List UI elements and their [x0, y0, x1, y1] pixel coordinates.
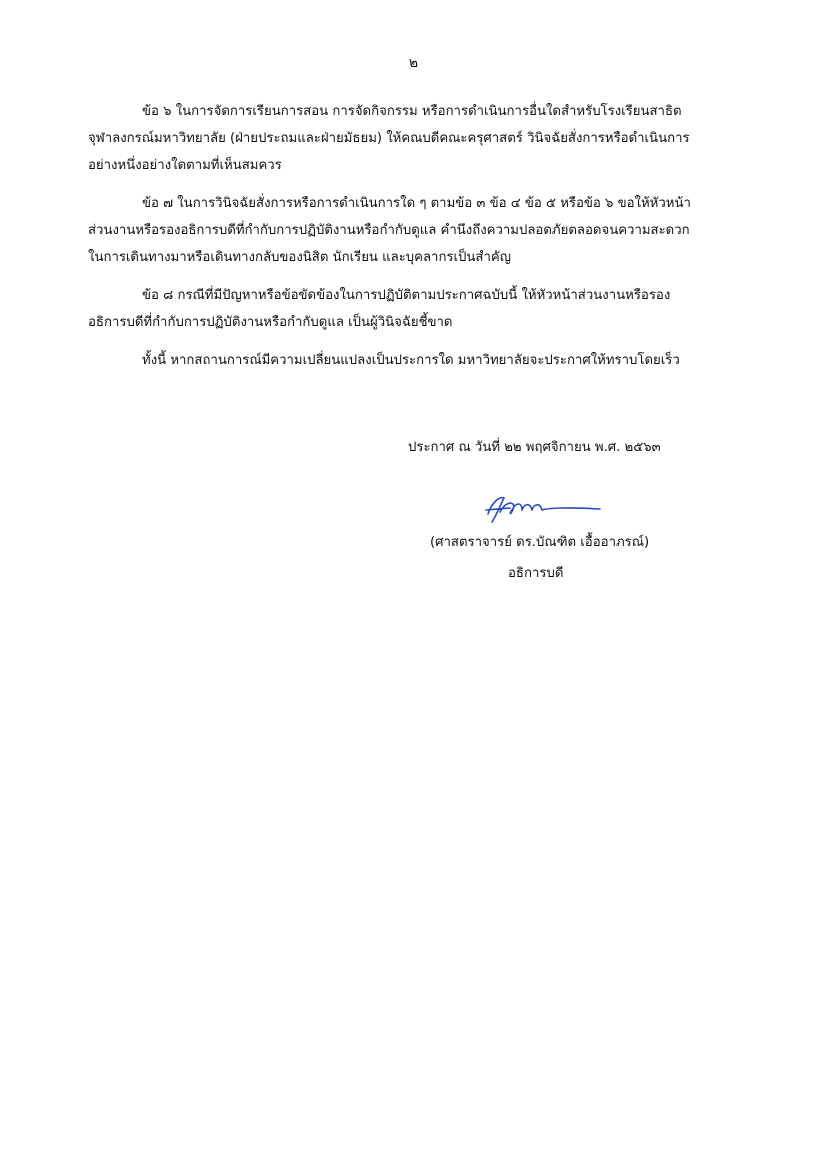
page-number: ๒ — [408, 55, 419, 71]
clause-8 — [88, 282, 730, 336]
clause-line: อย่างหนึ่งอย่างใดตามที่เห็นสมควร — [88, 158, 282, 173]
clause-line: จุฬาลงกรณ์มหาวิทยาลัย (ฝ่ายประถมและฝ่ายมัธยม) ให้คณบดีคณะครุศาสตร์ วินิจฉัยสั่งการหรือดำเนินการ — [88, 131, 690, 146]
clause-line: ทั้งนี้ หากสถานการณ์มีความเปลี่ยนแปลงเป็นประการใด มหาวิทยาลัยจะประกาศให้ทราบโดยเร็ว — [142, 353, 680, 368]
announcement-body — [88, 98, 730, 385]
signer-name: (ศาสตราจารย์ ดร.บัณฑิต เอื้ออาภรณ์) — [430, 535, 650, 550]
clause-line: อธิการบดีที่กำกับการปฏิบัติงานหรือกำกับดูแล เป็นผู้วินิจฉัยชี้ขาด — [88, 315, 453, 330]
clause-line: ข้อ ๗ ในการวินิจฉัยสั่งการหรือการดำเนินการใด ๆ ตามข้อ ๓ ข้อ ๔ ข้อ ๕ หรือข้อ ๖ ขอให้หัวหน้า — [142, 196, 691, 211]
closing-clause — [88, 347, 730, 374]
clause-line: ข้อ ๖ ในการจัดการเรียนการสอน การจัดกิจกรรม หรือการดำเนินการอื่นใดสำหรับโรงเรียนสาธิต — [142, 104, 682, 119]
clause-line: ส่วนงานหรือรองอธิการบดีที่กำกับการปฏิบัติงานหรือกำกับดูแล คำนึงถึงความปลอดภัยตลอดจนความสะดวก — [88, 223, 690, 238]
clause-7 — [88, 190, 730, 271]
handwritten-signature — [478, 492, 608, 528]
announcement-date: ประกาศ ณ วันที่ ๒๒ พฤศจิกายน พ.ศ. ๒๕๖๓ — [408, 440, 661, 455]
signature-stroke — [486, 498, 600, 522]
clause-6 — [88, 98, 730, 179]
clause-line: ข้อ ๘ กรณีที่มีปัญหาหรือข้อขัดข้องในการปฏิบัติตามประกาศฉบับนี้ ให้หัวหน้าส่วนงานหรือรอง — [142, 288, 671, 303]
signer-position: อธิการบดี — [508, 566, 564, 581]
clause-line: ในการเดินทางมาหรือเดินทางกลับของนิสิต นักเรียน และบุคลากรเป็นสำคัญ — [88, 250, 511, 265]
